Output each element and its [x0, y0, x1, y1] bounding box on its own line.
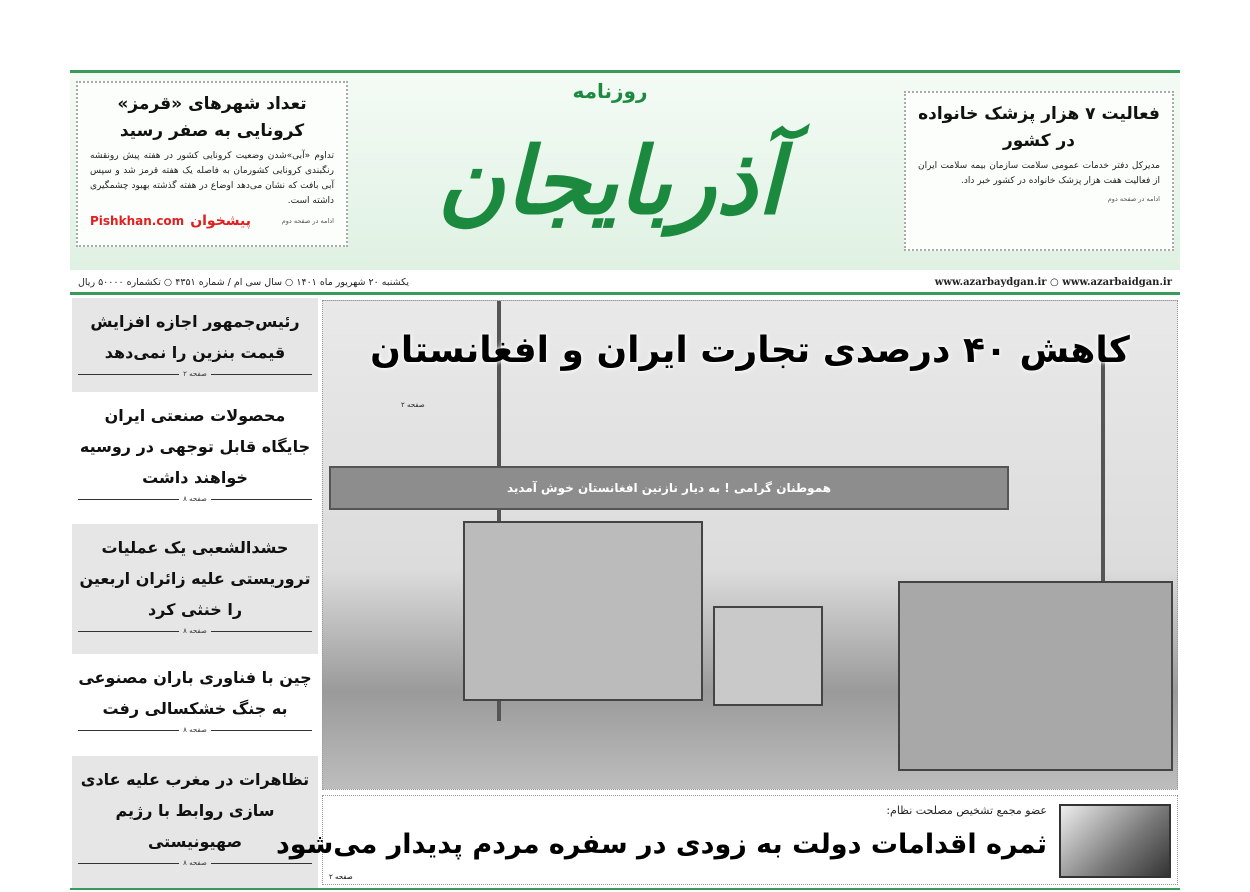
- lead-kicker: عضو مجمع تشخیص مصلحت نظام:: [886, 804, 1047, 817]
- header-rule: [70, 292, 1180, 295]
- sidebar-headlines: [72, 298, 318, 892]
- teaser-body: تداوم «آبی»شدن وضعیت کرونایی کشور در هفته پیش رونقشه رنگبندی کرونایی کشورمان به فاصله یک هفته قرمز شد و سپس آبی بافت که نشان می‌دهد اوضاع در هفته گذشته بهبود چشمگیری داشته است.: [90, 151, 334, 206]
- sidebar-item[interactable]: [72, 756, 318, 888]
- page-ref: صفحه ۲: [183, 370, 207, 378]
- page-ref: صفحه ۸: [183, 726, 207, 734]
- page-ref: صفحه ۸: [183, 495, 207, 503]
- page-ref: صفحه ۸: [183, 859, 207, 867]
- teaser-title: فعالیت ۷ هزار پزشک خانواده در کشور: [918, 104, 1160, 151]
- sidebar-item[interactable]: [72, 524, 318, 654]
- sidebar-item[interactable]: [72, 298, 318, 392]
- main-photo[interactable]: [322, 300, 1178, 790]
- teaser-continued: ادامه در صفحه دوم: [1107, 195, 1160, 203]
- issue-date: یکشنبه ۲۰ شهریور ماه ۱۴۰۱ ○ سال سی ام / شماره ۴۳۵۱ ○ تکشماره ۵۰۰۰۰ ریال: [78, 276, 409, 288]
- websites[interactable]: www.azarbaydgan.ir ○ www.azarbaidgan.ir: [934, 276, 1172, 288]
- sidebar-title: رئیس‌جمهور اجازه افزایش قیمت بنزین را نمی‌دهد: [90, 312, 300, 362]
- page-ref: صفحه ۸: [183, 627, 207, 635]
- sidebar-item[interactable]: [72, 392, 318, 524]
- page-ref: صفحه ۲: [401, 401, 425, 409]
- date-bar: [70, 272, 1180, 292]
- sidebar-title: چین با فناوری باران مصنوعی به جنگ خشکسالی رفت: [78, 668, 312, 718]
- watermark-group: [90, 213, 251, 229]
- bottom-rule: [70, 888, 1180, 890]
- teaser-footer: [90, 213, 334, 229]
- sidebar-title: محصولات صنعتی ایران جایگاه قابل توجهی در روسیه خواهند داشت: [79, 406, 311, 487]
- lead-title: ثمره اقدامات دولت به زودی در سفره مردم پدیدار می‌شود: [275, 829, 1047, 860]
- left-teaser[interactable]: [76, 81, 348, 247]
- sidebar-item[interactable]: [72, 654, 318, 756]
- pole: [1101, 361, 1105, 581]
- logo-sub: روزنامه: [572, 79, 648, 103]
- page-ref: صفحه ۲: [329, 873, 353, 881]
- teaser-continued: ادامه در صفحه دوم: [281, 217, 334, 225]
- border-banner: هموطنان گرامی ! به دیار نازنین افغانستان خوش آمدید: [329, 466, 1009, 510]
- right-teaser[interactable]: [904, 91, 1174, 251]
- main-headline[interactable]: کاهش ۴۰ درصدی تجارت ایران و افغانستان: [370, 330, 1130, 371]
- logo-name: آذربایجان: [437, 127, 783, 235]
- sidebar-title: تظاهرات در مغرب علیه عادی سازی روابط با رژیم صهیونیستی: [80, 770, 310, 851]
- truck: [713, 606, 823, 706]
- newspaper-logo: [410, 72, 810, 268]
- watermark: پیشخوان: [190, 213, 252, 229]
- teaser-body: مدیرکل دفتر خدمات عمومی سلامت سازمان بیمه سلامت ایران از فعالیت هفت هزار پزشک خانواده در کشور خبر داد.: [918, 161, 1160, 186]
- truck: [463, 521, 703, 701]
- portrait-photo: [1059, 804, 1171, 878]
- lead-story[interactable]: [275, 795, 1178, 885]
- sidebar-title: حشدالشعبی یک عملیات تروریستی علیه زائران اربعین را خنثی کرد: [79, 538, 311, 619]
- fire-truck: [898, 581, 1173, 771]
- watermark-url: Pishkhan.com: [90, 214, 185, 228]
- teaser-title: تعداد شهرهای «قرمز» کرونایی به صفر رسید: [117, 94, 307, 141]
